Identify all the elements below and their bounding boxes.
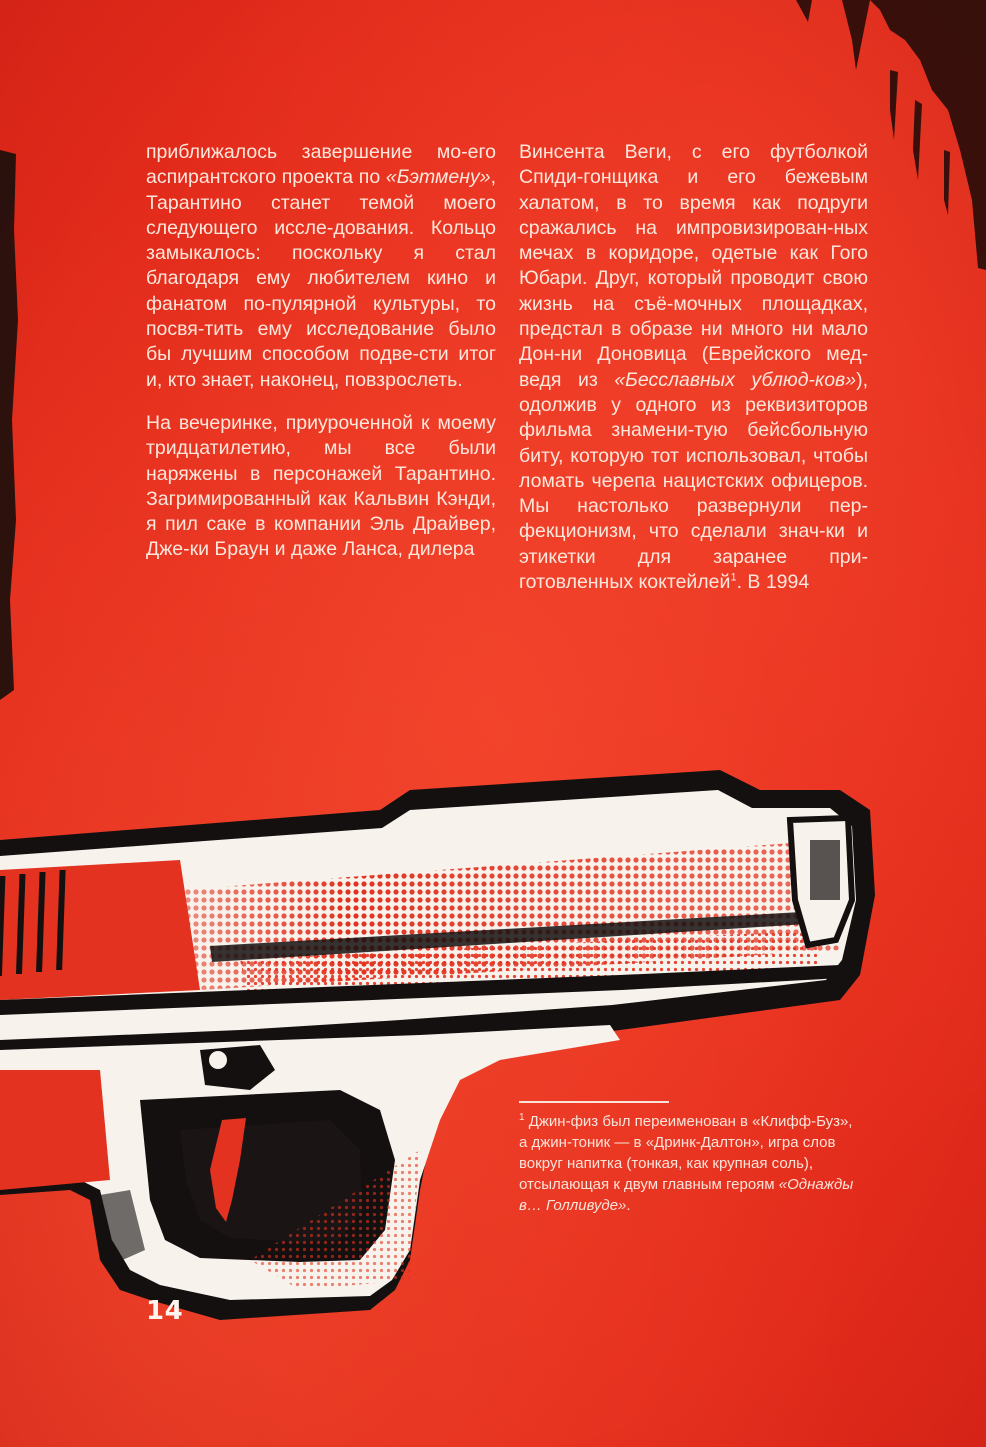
- footnote-film-title: «Однажды в… Голливуде»: [519, 1176, 854, 1214]
- paragraph-text: приближалось завершение мо-его аспирантского проекта по: [146, 141, 496, 189]
- paragraph: [146, 140, 496, 393]
- paragraph: [519, 140, 868, 595]
- paragraph-text: . В 1994: [736, 571, 810, 594]
- pistol-grip: [0, 1070, 110, 1190]
- paragraph-text: , Тарантино станет темой моего следующего иссле-дования. Кольцо замыкалось: поскольку я стал благодаря ему любителем кино и фанатом по-пулярной культуры, то посвя-тить ему исследование было бы лучшим способом подве-сти итог и, кто знает, наконец, повзрослеть.: [146, 166, 496, 391]
- footnote-divider: [519, 1101, 669, 1103]
- left-edge-grunge: [0, 150, 18, 700]
- pistol-slide-red: [0, 860, 200, 1000]
- book-title-italic: «Бэтмену»: [385, 166, 491, 189]
- footnote-text: Джин-физ был переименован в «Клифф-Буз», а джин-тоник — в «Дринк-Далтон», игра слов вокруг напитка (тонкая, как крупная соль), отсылающая к двум главным героям: [519, 1113, 853, 1193]
- paragraph-text: Винсента Веги, с его футболкой Спиди-гонщика и его бежевым халатом, в то время как подруги сражались на импровизирован-ных мечах в коридоре, одетые как Гого Юбари. Друг, который проводит свою жизнь на съё-мочных площадках, предстал в образе ни много ни мало Дон-ни Доновица (Еврейского мед-ведя из: [519, 141, 868, 391]
- footnote-end: .: [626, 1197, 631, 1214]
- film-title-italic: «Бесславных ублюд-ков»: [614, 368, 857, 391]
- footnote-marker: 1: [519, 1112, 525, 1123]
- paragraph-text: На вечеринке, приуроченной к моему тридцатилетию, мы все были наряжены в персонажей Тарантино. Загримированный как Кальвин Кэнди, я пил саке в компании Эль Драйвер, Дже-ки Браун и даже Ланса, дилера: [146, 411, 496, 561]
- paragraph-text: ), одолжив у одного из реквизиторов фильма знамени-тую бейсбольную биту, которую тот использовал, чтобы ломать черепа нацистских офицеров. Мы настолько развернули пер-фекционизм, что сделали знач-ки и этикетки для заранее при-готовленных коктейлей: [519, 368, 868, 594]
- paragraph: [146, 411, 496, 563]
- footnote: [519, 1111, 859, 1216]
- text-column-left: [146, 140, 496, 581]
- text-column-right: [519, 140, 868, 613]
- footnote-reference[interactable]: 1: [730, 571, 737, 584]
- page-number: 14: [146, 1296, 184, 1326]
